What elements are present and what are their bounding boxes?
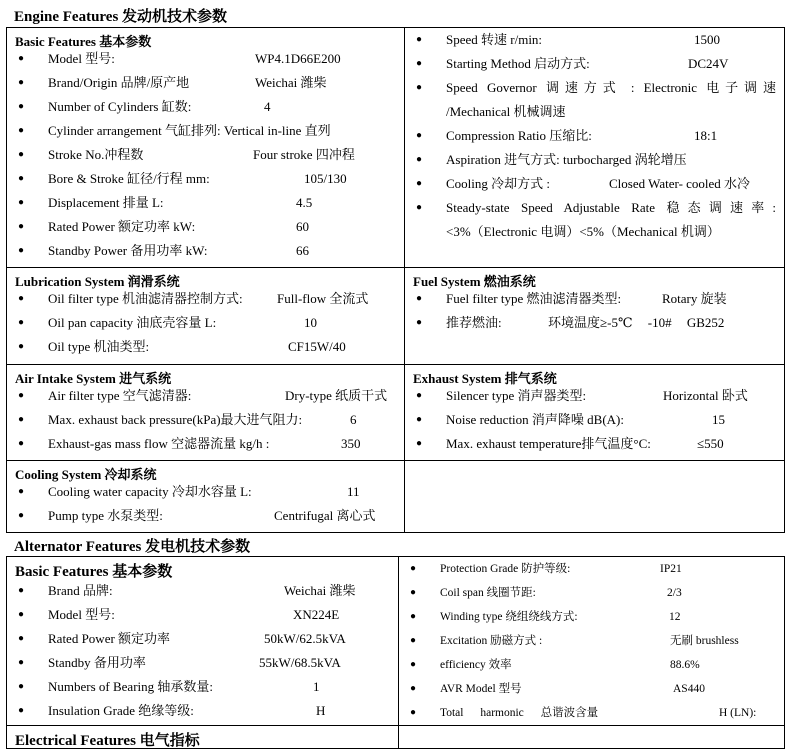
engine-table xyxy=(6,27,785,533)
list-item: ● Standby 备用功率 55kW/68.5kVA xyxy=(7,651,398,675)
bullet-icon: ● xyxy=(415,202,423,213)
list-item: ● Protection Grade 防护等级: IP21 xyxy=(399,557,784,581)
engine-basic-heading: Basic Features 基本参数 xyxy=(15,34,152,49)
list-item: ● Fuel filter type 燃油滤清器类型: Rotary 旋装 xyxy=(405,287,784,311)
fuel-heading: Fuel System 燃油系统 xyxy=(413,274,536,289)
list-item: ● Cooling water capacity 冷却水容量 L: 11 xyxy=(7,480,404,504)
exhaust-cell xyxy=(405,365,785,461)
bullet-icon: ● xyxy=(17,101,25,112)
empty-cell xyxy=(405,461,785,533)
bullet-icon: ● xyxy=(409,683,417,694)
list-item: ● 推荐燃油: 环境温度≥-5℃ -10# GB252 xyxy=(405,311,784,335)
exhaust-heading: Exhaust System 排气系统 xyxy=(413,371,557,386)
list-item: ● Winding type 绕组绕线方式: 12 xyxy=(399,605,784,629)
air-intake-heading: Air Intake System 进气系统 xyxy=(15,371,172,386)
alternator-table xyxy=(6,556,785,749)
bullet-icon: ● xyxy=(17,657,25,668)
list-item: ● Aspiration 进气方式: turbocharged 涡轮增压 xyxy=(405,148,784,172)
cooling-cell xyxy=(7,461,405,533)
list-item: ● Silencer type 消声器类型: Horizontal 卧式 xyxy=(405,384,784,408)
engine-features-title: Engine Features 发动机技术参数 xyxy=(14,9,228,25)
list-item: ● Insulation Grade 绝缘等级: H xyxy=(7,699,398,723)
bullet-icon: ● xyxy=(17,390,25,401)
bullet-icon: ● xyxy=(415,130,423,141)
list-item: ● Brand/Origin 品牌/原产地 Weichai 潍柴 xyxy=(7,71,404,95)
bullet-icon: ● xyxy=(409,659,417,670)
lubrication-cell xyxy=(7,268,405,365)
alternator-features-title: Alternator Features 发电机技术参数 xyxy=(14,539,251,555)
list-item: ● Speed 转速 r/min: 1500 xyxy=(405,28,784,52)
bullet-icon: ● xyxy=(415,293,423,304)
bullet-icon: ● xyxy=(409,563,417,574)
bullet-icon: ● xyxy=(17,414,25,425)
list-item: ● Cooling 冷却方式 : Closed Water- cooled 水冷 xyxy=(405,172,784,196)
list-item: ● Bore & Stroke 缸径/行程 mm: 105/130 xyxy=(7,167,404,191)
list-item: ● Steady-state Speed Adjustable Rate 稳态调速率: xyxy=(405,196,784,220)
bullet-icon: ● xyxy=(17,125,25,136)
list-item-continuation: /Mechanical 机械调速 xyxy=(446,104,566,119)
list-item: ● AVR Model 型号 AS440 xyxy=(399,677,784,701)
list-item: ● Brand 品牌: Weichai 潍柴 xyxy=(7,579,398,603)
list-item: ● Total harmonic 总谐波含量 H (LN): xyxy=(399,701,784,725)
bullet-icon: ● xyxy=(415,58,423,69)
list-item: ● Cylinder arrangement 气缸排列: Vertical in-line 直列 xyxy=(7,119,404,143)
cooling-heading: Cooling System 冷却系统 xyxy=(15,467,157,482)
bullet-icon: ● xyxy=(17,77,25,88)
bullet-icon: ● xyxy=(409,611,417,622)
bullet-icon: ● xyxy=(17,438,25,449)
list-item: ● Air filter type 空气滤清器: Dry-type 纸质干式 xyxy=(7,384,404,408)
bullet-icon: ● xyxy=(17,633,25,644)
bullet-icon: ● xyxy=(17,245,25,256)
electrical-right-cell xyxy=(399,726,785,749)
list-item: ● Coil span 线圈节距: 2/3 xyxy=(399,581,784,605)
list-item: ● Standby Power 备用功率 kW: 66 xyxy=(7,239,404,263)
list-item: ● Stroke No.冲程数 Four stroke 四冲程 xyxy=(7,143,404,167)
bullet-icon: ● xyxy=(409,587,417,598)
bullet-icon: ● xyxy=(17,197,25,208)
list-item: ● Oil filter type 机油滤清器控制方式: Full-flow 全流式 xyxy=(7,287,404,311)
bullet-icon: ● xyxy=(17,705,25,716)
list-item: ● Oil pan capacity 油底壳容量 L: 10 xyxy=(7,311,404,335)
list-item: ● Number of Cylinders 缸数: 4 xyxy=(7,95,404,119)
list-item: ● Speed Governor 调速方式 : Electronic 电子调速 xyxy=(405,76,784,100)
list-item: ● Rated Power 额定功率 50kW/62.5kVA xyxy=(7,627,398,651)
bullet-icon: ● xyxy=(17,149,25,160)
list-item-continuation: <3%（Electronic 电调）<5%（Mechanical 机调） xyxy=(446,224,720,239)
bullet-icon: ● xyxy=(17,173,25,184)
electrical-heading: Electrical Features 电气指标 xyxy=(15,733,200,749)
fuel-cell xyxy=(405,268,785,365)
list-item: ● Model 型号: XN224E xyxy=(7,603,398,627)
bullet-icon: ● xyxy=(415,82,423,93)
bullet-icon: ● xyxy=(415,34,423,45)
list-item: ● Max. exhaust temperature排气温度°C: ≤550 xyxy=(405,432,784,456)
bullet-icon: ● xyxy=(17,585,25,596)
bullet-icon: ● xyxy=(17,53,25,64)
bullet-icon: ● xyxy=(17,681,25,692)
bullet-icon: ● xyxy=(415,178,423,189)
list-item: ● Model 型号: WP4.1D66E200 xyxy=(7,47,404,71)
bullet-icon: ● xyxy=(17,510,25,521)
bullet-icon: ● xyxy=(17,221,25,232)
bullet-icon: ● xyxy=(415,154,423,165)
bullet-icon: ● xyxy=(17,486,25,497)
list-item: ● Excitation 励磁方式 : 无刷 brushless xyxy=(399,629,784,653)
alternator-basic-cell xyxy=(7,557,399,726)
bullet-icon: ● xyxy=(415,414,423,425)
list-item: ● Oil type 机油类型: CF15W/40 xyxy=(7,335,404,359)
bullet-icon: ● xyxy=(409,635,417,646)
alternator-right-cell xyxy=(399,557,785,726)
bullet-icon: ● xyxy=(17,293,25,304)
list-item: ● Pump type 水泵类型: Centrifugal 离心式 xyxy=(7,504,404,528)
list-item: ● Compression Ratio 压缩比: 18:1 xyxy=(405,124,784,148)
list-item: ● Displacement 排量 L: 4.5 xyxy=(7,191,404,215)
alternator-basic-heading: Basic Features 基本参数 xyxy=(15,564,173,580)
list-item: ● efficiency 效率 88.6% xyxy=(399,653,784,677)
list-item: ● Max. exhaust back pressure(kPa)最大进气阻力: 6 xyxy=(7,408,404,432)
bullet-icon: ● xyxy=(17,609,25,620)
engine-right-cell xyxy=(405,28,785,268)
lubrication-heading: Lubrication System 润滑系统 xyxy=(15,274,180,289)
bullet-icon: ● xyxy=(409,707,417,718)
bullet-icon: ● xyxy=(415,438,423,449)
electrical-cell xyxy=(7,726,399,749)
list-item: ● Noise reduction 消声降噪 dB(A): 15 xyxy=(405,408,784,432)
bullet-icon: ● xyxy=(17,341,25,352)
bullet-icon: ● xyxy=(415,317,423,328)
air-intake-cell xyxy=(7,365,405,461)
list-item: ● Starting Method 启动方式: DC24V xyxy=(405,52,784,76)
engine-basic-cell xyxy=(7,28,405,268)
list-item: ● Exhaust-gas mass flow 空滤器流量 kg/h : 350 xyxy=(7,432,404,456)
list-item: ● Rated Power 额定功率 kW: 60 xyxy=(7,215,404,239)
bullet-icon: ● xyxy=(415,390,423,401)
bullet-icon: ● xyxy=(17,317,25,328)
list-item: ● Numbers of Bearing 轴承数量: 1 xyxy=(7,675,398,699)
